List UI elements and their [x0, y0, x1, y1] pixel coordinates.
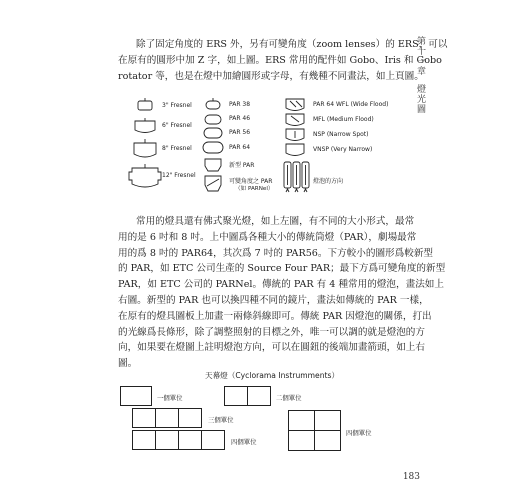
- label-par-46: PAR 46: [229, 115, 251, 122]
- cyc-unit-2-cell: [247, 386, 271, 406]
- par-46-symbol: [205, 115, 221, 124]
- par-56-symbol: [204, 128, 222, 138]
- label-zoom-par: 可變角度之 PAR: [229, 178, 273, 185]
- chapter-title: 燈光圖: [415, 84, 425, 114]
- label-lamp-nsp: NSP (Narrow Spot): [313, 131, 369, 138]
- cyc-unit-2-label: 二個單位: [276, 394, 302, 402]
- label-lamp-mfl: MFL (Medium Flood): [313, 116, 374, 123]
- cyc-unit-1-cell: [120, 386, 152, 406]
- fresnel-8-symbol: [134, 139, 156, 157]
- text-line: 的光線爲長條形，除了調整照射的目標之外，唯一可以調的就是燈泡的方: [118, 326, 425, 338]
- lamp-mfl-symbol: [286, 114, 304, 126]
- fresnel-6-symbol: [135, 118, 155, 133]
- cyc-unit-2-cell: [224, 386, 248, 406]
- label-new-par: 新型 PAR: [229, 162, 255, 169]
- label-parnel: （如 PARNel）: [235, 186, 274, 192]
- fresnel-3-symbol: [138, 98, 152, 110]
- cyc-unit-4-grid-cell: [314, 410, 341, 431]
- text-line: 用的是 6 吋和 8 吋。上中圖爲各種大小的傳統筒燈（PAR），劇場最常: [118, 231, 417, 243]
- cyc-unit-4-grid-cell: [288, 410, 315, 431]
- cyc-unit-4-grid-cell: [314, 430, 341, 451]
- lamp-direction-symbols: [284, 162, 309, 192]
- lamp-wfl-symbol: [286, 99, 304, 111]
- label-par-56: PAR 56: [229, 129, 251, 136]
- label-fresnel-3: 3" Fresnel: [162, 102, 192, 109]
- cyc-unit-4-cell: [178, 430, 202, 450]
- label-par-38: PAR 38: [229, 101, 251, 108]
- label-lamp-direction: 燈泡的方向: [313, 178, 344, 185]
- fresnel-12-symbol: [129, 164, 161, 187]
- label-lamp-vnsp: VNSP (Very Narrow): [313, 146, 373, 153]
- cyc-unit-3-label: 三個單位: [208, 416, 234, 424]
- text-line: rotator 等，也是在燈中加繪圓形或字母，有幾種不同畫法，如上頁圖。: [118, 70, 424, 82]
- text-line: 用的爲 8 吋的 PAR64，其次爲 7 吋的 PAR56。下方較小的圖形爲較新型: [118, 247, 434, 259]
- paragraph-par: [118, 214, 446, 372]
- cyc-unit-4-cell: [132, 430, 156, 450]
- chapter-label: 第十一章: [415, 36, 425, 76]
- cyclorama-title: 天幕燈（Cyclorama Instrumments）: [205, 371, 340, 380]
- label-fresnel-12: 12" Fresnel: [162, 172, 196, 179]
- text-line: 除了固定角度的 ERS 外，另有可變角度（zoom lenses）的 ERS，可以: [136, 39, 448, 50]
- new-par-symbol: [205, 159, 221, 171]
- cyc-unit-4-cell: [201, 430, 225, 450]
- cyc-unit-3-cell: [155, 408, 179, 428]
- cyc-unit-3-cell: [132, 408, 156, 428]
- text-line: 的 PAR，如 ETC 公司生產的 Source Four PAR；最下方爲可變角度的新型: [118, 263, 446, 275]
- lamp-vnsp-symbol: [286, 144, 304, 156]
- text-line: 常用的燈具還有佛式聚光燈，如上左圖，有不同的大小形式，最常: [136, 216, 415, 227]
- page-number: 183: [402, 472, 420, 482]
- par-64-symbol: [203, 142, 223, 153]
- cyc-unit-4-row-label: 四個單位: [231, 438, 257, 446]
- label-par-64: PAR 64: [229, 144, 251, 151]
- cyc-unit-4-grid-label: 四個單位: [346, 429, 372, 437]
- zoom-par-symbol: [205, 176, 221, 191]
- cyc-unit-4-grid-cell: [288, 430, 315, 451]
- cyc-unit-4-cell: [155, 430, 179, 450]
- cyc-unit-3-cell: [178, 408, 202, 428]
- text-line: 在原有的燈具圖板上加畫一兩條斜線即可。傳統 PAR 因燈泡的關係，打出: [118, 310, 432, 322]
- label-fresnel-6: 6" Fresnel: [162, 122, 192, 129]
- text-line: 右圖。新型的 PAR 也可以換四種不同的鏡片，畫法如傳統的 PAR 一樣，: [118, 294, 429, 306]
- par-38-symbol: [206, 98, 220, 109]
- text-line: PAR，如 ETC 公司的 PARNel。傳統的 PAR 有 4 種常用的燈泡，畫法如上: [118, 279, 444, 291]
- label-lamp-wfl: PAR 64 WFL (Wide Flood): [313, 101, 389, 108]
- label-fresnel-8: 8" Fresnel: [162, 145, 192, 152]
- text-line: 圖。: [118, 358, 138, 370]
- lamp-nsp-symbol: [286, 129, 304, 141]
- text-line: 向，如果要在燈圖上註明燈泡方向，可以在圓鈕的後端加畫箭頭，如上右: [118, 342, 425, 354]
- cyc-unit-1-label: 一個單位: [157, 394, 183, 402]
- text-line: 在原有的圓形中加 Z 字，如上圖。ERS 常用的配件如 Gobo、Iris 和 Gobo: [118, 54, 442, 66]
